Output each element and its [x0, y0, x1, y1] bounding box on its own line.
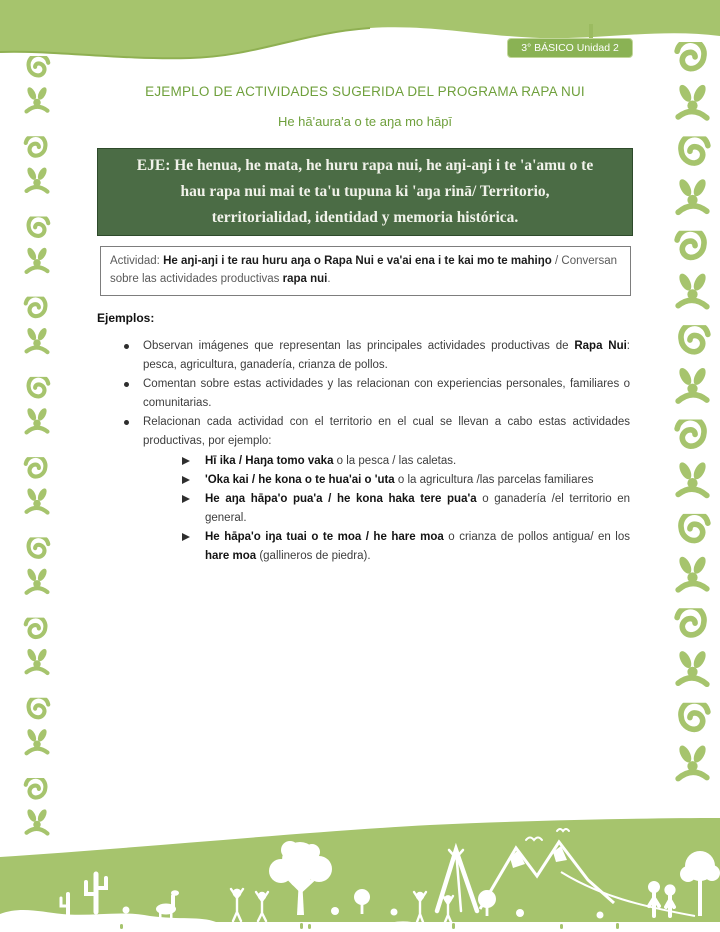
eje-line: hau rapa nui mai te ta'u tupuna ki 'aŋa rinā/ Territorio, [180, 183, 550, 200]
eje-box [97, 148, 633, 236]
list-item: Relacionan cada actividad con el territorio en el cual se llevan a cabo estas actividades productivas, por ejemplo: [122, 413, 630, 451]
page-title: EJEMPLO DE ACTIVIDADES SUGERIDA DEL PROGRAMA RAPA NUI [145, 84, 585, 99]
arrow-right-icon [182, 457, 190, 465]
arrow-right-icon [182, 476, 190, 484]
activity-spanish-text: Conversan sobre las actividades productivas [110, 255, 618, 285]
left-ornament-border [22, 56, 52, 856]
page-subtitle: He hā'aura'a o te aŋa mo hāpī [277, 114, 453, 129]
arrow-right-icon [182, 495, 190, 503]
eje-line: EJE: He henua, he mata, he huru rapa nui, he aŋi-aŋi i te 'a'amu o te [136, 157, 594, 174]
bottom-landscape-art [0, 810, 720, 932]
unit-badge: 3° BÁSICO Unidad 2 [507, 38, 633, 58]
activity-box: Actividad: He aŋi-aŋi i te rau huru aŋa o Rapa Nui e va'ai ena i te kai mo te mahiŋo / Conversan sobre las actividades productivas rapa nui. [100, 246, 631, 296]
bullet-list [122, 337, 630, 451]
arrow-right-icon [182, 533, 190, 541]
bullet-icon [124, 382, 129, 387]
eje-line: territorialidad, identidad y memoria histórica. [211, 209, 519, 226]
activity-label: Actividad: [110, 255, 164, 267]
sub-bullet-list [180, 452, 630, 566]
activity-spanish-bold: rapa nui [282, 273, 328, 285]
right-ornament-border [672, 42, 713, 794]
list-item: He aŋa hāpa'o pua'a / he kona haka tere pua'a o ganadería /el territorio en general. [180, 490, 630, 528]
list-item: Comentan sobre estas actividades y las relacionan con experiencias personales, familiares o comunitarias. [122, 375, 630, 413]
list-item: 'Oka kai / he kona o te hua'ai o 'uta o la agricultura /las parcelas familiares [180, 471, 630, 490]
list-item: He hāpa'o iŋa tuai o te moa / he hare moa o crianza de pollos antigua/ en los hare moa (gallineros de piedra). [180, 528, 630, 566]
activity-rapanui-text: He aŋi-aŋi i te rau huru aŋa o Rapa Nui e va'ai ena i te kai mo te mahiŋo [163, 255, 552, 267]
bullet-icon [124, 420, 129, 425]
list-item: Observan imágenes que representan las principales actividades productivas de Rapa Nui: pesca, agricultura, ganadería, crianza de pollos. [122, 337, 630, 375]
list-item: Hī ika / Haŋa tomo vaka o la pesca / las caletas. [180, 452, 630, 471]
bullet-icon [124, 344, 129, 349]
examples-heading: Ejemplos: [97, 311, 155, 325]
